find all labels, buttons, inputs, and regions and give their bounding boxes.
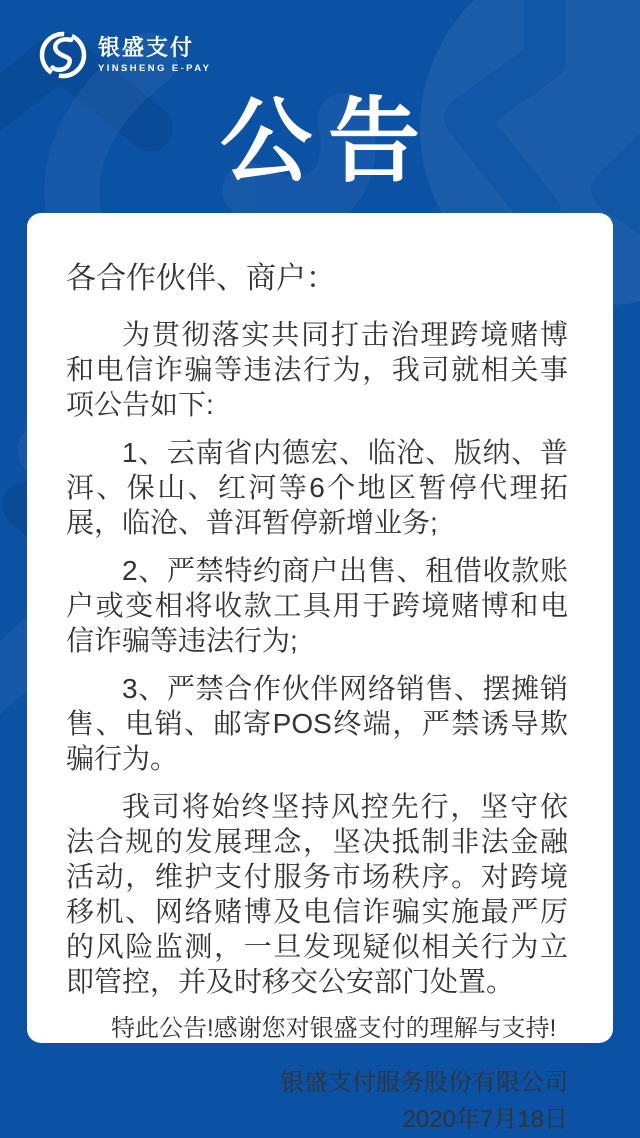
- notice-paragraph-item3: 3、严禁合作伙伴网络销售、摆摊销售、电销、邮寄POS终端，严禁诱导欺骗行为。: [66, 673, 568, 774]
- closing-line: 特此公告!感谢您对银盛支付的理解与支持!: [111, 1015, 557, 1042]
- signature-block: [66, 1064, 568, 1138]
- notice-paragraph-item1: 1、云南省内德宏、临沧、版纳、普洱、保山、红河等6个地区暂停代理拓展，临沧、普洱暂停新增业务;: [66, 437, 568, 538]
- brand-name: 银盛支付: [98, 34, 195, 60]
- notice-date: 2020年7月18日: [402, 1106, 568, 1133]
- notice-paragraph-intro: 为贯彻落实共同打击治理跨境赌博和电信诈骗等违法行为，我司就相关事项公告如下:: [66, 319, 568, 420]
- brand-name-en: YINSHENG E-PAY: [98, 63, 212, 75]
- company-signature: 银盛支付服务股份有限公司: [280, 1069, 568, 1096]
- yinsheng-logo-icon: [38, 30, 88, 80]
- page-title: 公告: [219, 91, 436, 193]
- notice-paragraph-commitment: 我司将始终坚持风控先行，坚守依法合规的发展理念，坚决抵制非法金融活动，维护支付服务市场秩序。对跨境移机、网络赌博及电信诈骗实施最严厉的风险监测，一旦发现疑似相关行为立即管控，并及时移交公安部门处置。: [66, 791, 568, 997]
- notice-paragraph-item2: 2、严禁特约商户出售、租借收款账户或变相将收款工具用于跨境赌博和电信诈骗等违法行为;: [66, 555, 568, 656]
- salutation: 各合作伙伴、商户：: [66, 262, 336, 295]
- brand-text-block: [98, 36, 211, 74]
- notice-card: [27, 213, 613, 1133]
- brand-logo: [38, 30, 211, 80]
